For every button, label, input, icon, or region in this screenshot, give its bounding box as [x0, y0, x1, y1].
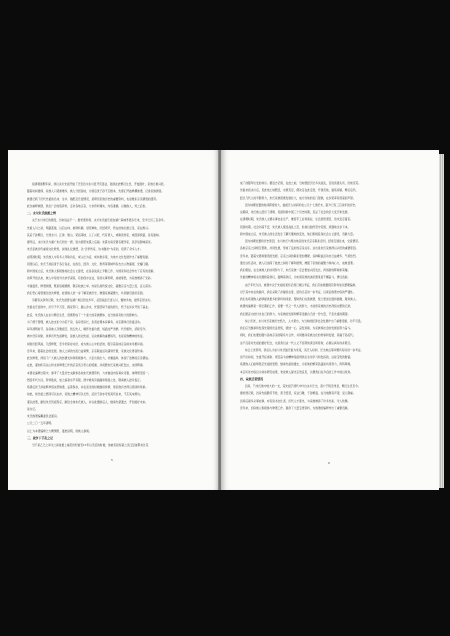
text-line: 因为地理位置和历史原因，永川朱氏与周边地区的朱氏宗亲联系密切，经常互通往来，交流情况。 [245, 239, 361, 243]
text-line: 本章所述内容仅为初步研究成果，欢迎族人提出宝贵意见，以便我们在今后的工作中加以改进。 [240, 369, 353, 374]
text-line: 先祖在迁徙途中，历尽千辛万苦，携家带口，跋山涉水，凭借坚韧不拔的毅力，终于在异乡开创了基业。 [27, 305, 151, 310]
text-line: 我们衷心希望通过此次修谱，能使族人进一步了解家族历史，增强家族凝聚力，共同建设美好家园。 [27, 290, 146, 295]
text-line: 以上为本谱编修之大概情形，谨此说明，供族人参阅。 [27, 428, 92, 433]
text-line: 先祖的精神将永远激励着我们，鼓舞着我们，为实现家族的美好愿景而不懈奋斗，勇往直前。 [240, 275, 351, 280]
page-edges [439, 154, 444, 488]
text-line: 另据有关资料记载，朱氏先祖曾在湖广地区居住多年，后因战乱迁徙入川，辗转多地，最终定居永川。 [32, 298, 153, 302]
text-line: 通过这些活动，族人们加深了彼此之间的了解和感情，增强了家族的凝聚力和向心力，成效显著。 [240, 260, 356, 265]
text-line: 这期间，朱氏族人经历了清朝、民国和新中国三个历史时期，见证了社会的巨大变迁和发展。 [240, 210, 351, 214]
text-line: 综合上述资料，我们认为永川朱氏始迁祖为朱某，其迁入时间、迁出地点等问题仍有待进一步考证。 [245, 347, 364, 352]
text-line: 本谱在编修过程中，参考了大量历史文献和各地朱氏族谱资料，力求做到内容真实可靠，体例规范统一。 [27, 370, 151, 375]
text-line: 成了他随军出发的命运。据县志记载，在此之前，当地曾经历过多次战乱，百姓流离失所，田地荒芜。 [240, 181, 361, 185]
text-line: 近年来，四房族人积极参与修谱工作，提供了大量宝贵资料，为族谱的编修作出了重要贡献。 [240, 405, 351, 410]
text-line: 到清朝康熙年间，我们永川先祖开始了迁至四川永川县开荒落业，陆续在此繁衍生息，开枝散叶，家族日渐兴旺。 [32, 182, 167, 186]
text-line: 谨以此谱，献给朱氏列祖列宗，献给全体朱氏族人，并以此激励后人，继承先辈遗志，开创美好未来。 [27, 399, 148, 404]
text-line: 四房后裔多从事农耕，亦有读书出仕者，历代人才辈出，为家族增添了许多光彩，令人钦佩。 [240, 398, 351, 403]
text-line: 然因年代久远，资料散佚，加之编者水平有限，谱中难免有疏漏和错误之处，敬请族人批评指正。 [27, 377, 143, 382]
text-line: 我们应当继承和发扬先辈的优良传统，团结一心，奋发进取，为家族和社会的发展而努力奋斗。 [240, 326, 353, 330]
text-line: 我们愿意为此付出自己的努力，为家族的发展和繁荣贡献自己的一份力量，不负先祖的期望。 [240, 311, 351, 316]
text-line: 希望族人们能够铭记先祖的恩德，继承先祖的遗志，为家族的繁荣昌盛而共同努力，再铸辉煌。 [240, 362, 353, 367]
text-line: 但不论如何，先祖开拓进取、艰苦奋斗的精神是值得我们永远学习和发扬的，这是宝贵的财富。 [240, 355, 353, 359]
text-line: 关于永川朱氏的源流，历来说法不一。据老谱所载，永川朱氏始迁祖自湖广麻城孝感乡迁来，至今已历三百余年。 [32, 218, 167, 223]
left-page [8, 150, 220, 490]
left-page-number: 5 [111, 458, 113, 462]
text-line: 同时，我们也要加强与各地宗亲的联系与合作，共同推动家族文化的传承和发展，造福子孙后代。 [240, 333, 356, 338]
text-line: 希望后世子孙能够珍惜这部族谱，妥善保存，并在适当的时候继续续修，使家族历史得以延续和传承。 [27, 385, 148, 389]
text-line: 是为记。 [27, 406, 38, 411]
text-line: 据考证，永川朱氏与湖广朱氏同出一源，皆为紫阳朱熹之后裔。朱熹为南宋著名理学家，其学说影响深远。 [27, 240, 154, 244]
text-line: 在此，谨向所有关心和支持修谱工作的宗亲表示衷心的感谢，并祝愿朱氏家族兴旺发达，永续辉煌。 [27, 363, 146, 368]
text-line: 此次修谱，得到了广大族人的热情支持和积极参与，大家出钱出力，共襄盛举，体现了浓厚的宗亲情谊。 [27, 356, 151, 360]
text-line: 族谱的编修是一项长期的工作，需要一代又一代人的努力，才能使家族的历史得到完整的记录。 [240, 304, 353, 309]
left-page-text [27, 181, 210, 449]
text-line: 为了便于管理，族人按支系分为若干房，各房设房长，负责处理本房事务，并定期举行祭祖活动。 [27, 319, 143, 324]
right-page-text [240, 180, 426, 412]
text-line: 四房，乃朱氏族中较大的一支，其先祖于清代中叶自永川迁出，落户于附近州县，繁衍生息至今。 [245, 384, 361, 388]
text-line: 其后子孙繁衍，分居永川、江津、璧山、荣昌等地，人丁兴旺，代有贤人，或耕读传家，或经商致富，各有建树。 [27, 232, 162, 237]
text-line: 新中国成立后，朱氏族人的生活发生了翻天覆地的变化，他们积极投身社会主义建设，贡献力量。 [240, 231, 356, 236]
text-line: 每年清明时节，各房族人齐聚祖茔，祭扫先人，缅怀先祖功德，场面庄严肃穆，代代相传，延续至今。 [27, 327, 148, 331]
text-line: 这不仅是对先祖的最好纪念，也是我们这一代人义不容辞的责任和使命，必须认真对待并践行。 [240, 340, 353, 345]
text-line: 对于其中存在的疑问，我们采取了存疑的态度，留待日后进一步考证，以保证族谱内容的严谨性。 [240, 289, 356, 294]
text-line: 朱氏家族历代重视文化教育，崇尚礼仪道德，以“忠孝传家，诗书继世”为家训，培养了众多人才。 [27, 247, 143, 252]
section-heading: 四、家族迁徙情况 [240, 376, 264, 381]
text-line: 今逢盛世，修谱续牒，既是追根溯源、敬宗收族之举，亦是弘扬传统文化、凝聚宗亲力量之需，意义深远。 [27, 283, 154, 288]
text-line: 在明清时期，朱氏族人中有多人考取功名，或入仕为官，或执教乡里，为地方文化发展作出了重要贡献。 [27, 254, 151, 259]
text-line: 近年来，随着交通和通讯的发展，宗亲之间的联系更加便捷，各种联谊活动也日益增多，气氛热烈。 [240, 253, 359, 258]
text-line: 近年来，随着社会的发展，族人之间的交流日益频繁，宗亲联谊活动蓬勃开展，家族文化得到传承。 [27, 348, 146, 353]
text-line: 民国时期，社会动荡不安，朱氏族人饱受战乱之苦，但他们始终坚守家园，顽强地生存下来。 [240, 224, 351, 229]
text-line: 公元二〇一五年清明。 [27, 421, 54, 426]
text-line: 改革开放以来，族人中有的外出求学深造，有的创办企业，有的从事科研，成就斐然，为家族增添了光彩。 [27, 276, 154, 281]
text-line: 先祖来到永川后，见此地土地肥沃，水源充足，便决定在此定居，开垦荒地，建造房屋，繁衍后代。 [240, 188, 359, 193]
text-line: 如此，则先祖之德泽可以永存，家族之精神可以长传，后世子孙亦可知其所自来，不忘其本源也。 [27, 392, 143, 397]
text-line: 各地宗亲之间相互帮助，共同发展，形成了良好的宗亲关系，这也是朱氏家族得以兴旺的重要原因。 [240, 246, 359, 251]
text-line: 祠堂历经风雨，几经修葺，至今仍保存完好，成为族人心中的圣地，吸引着各地宗亲前来寻根问祖。 [27, 341, 146, 346]
text-line: 民国以后，朱氏子孙投身于各行各业，在政治、经济、文化、教育等领域均有杰出人物涌现，光耀门楣。 [27, 261, 151, 266]
right-page [221, 150, 439, 490]
text-line: 此后，朱氏族人在永川繁衍生息，逐渐形成了一个庞大的家族群体，在当地具有较大的影响力。 [27, 312, 140, 317]
text-line: 先祖入川之初，筚路蓝缕，以启山林，披荆斩棘，垦荒种地，历经艰辛，终在此地扎根立足，家业渐兴。 [27, 225, 151, 230]
text-line: 朱氏族谱编纂委员会谨识。 [27, 414, 60, 418]
text-line: 经过几代人的辛勤努力，朱氏家族逐渐发展壮大，成为当地的名门望族，在乡里享有很高的声望。 [240, 195, 356, 200]
right-page-number: 6 [328, 461, 330, 465]
text-line: 我们相信，在全体族人的共同努力下，朱氏家族一定会更加兴旺发达，再创新的辉煌和荣耀。 [240, 268, 351, 272]
text-line: 族谱记载了历代先祖的名讳、生卒、婚配及迁徙情况，是研究家族历史的重要资料，也是维系宗亲情感的纽带。 [27, 196, 159, 201]
text-line: 此次重修族谱，我们广泛收集资料，走访各地宗亲，力求资料翔实，内容准确，以飨族人，传之后世。 [27, 203, 148, 208]
text-line: 当不是乙已之卯川之间首最上端近世纪前至17年以无后的时候，他被卖到贫富之卖江县首都来过花 [32, 443, 149, 447]
section-heading: 三、战争下手乱之足 [27, 435, 54, 440]
text-line: 由于年代久远，族谱中关于先祖的某些记载已难以考证，我们只能根据现有资料加以整理编排。 [245, 282, 358, 287]
text-line: 随着时间推移，家族人口逐渐增多，族人分居各地，为使后世子孙不忘根本，先辈们开始修撰族谱，记录家族源流。 [27, 189, 165, 194]
text-line: 新中国成立后，朱氏族人积极参加社会主义建设，在各条战线上辛勤工作，为国家和社会作出了应有的贡献。 [27, 269, 156, 273]
text-line: 因为地理位置的时间跨度较大，始祖迁入时间约在公元十七世纪末，距今已有三百余年的历史。 [245, 202, 358, 207]
text-line: 在清朝时期，朱氏族人主要从事农业生产，兼营手工业和商业，生活虽然清苦，但也安定富足。 [240, 217, 353, 222]
text-line: 族中设有祠堂，供奉历代先祖牌位，是族人祭祀先祖、议决族事的重要场所，也是家族精神的象征。 [27, 334, 146, 339]
text-line: 我们也希望族人能够提供更多的资料和线索，帮助我们完善族谱，使之更加全面和准确，服务族人。 [240, 297, 359, 301]
section-heading: 二、永川朱氏族源之辨 [27, 211, 56, 215]
text-line: 综上所述，永川朱氏家族历史悠久，人才辈出，为当地的经济社会发展作出了重要贡献，功不可没。 [245, 318, 364, 323]
text-line: 据老谱记载，四房先祖勤劳节俭，善于经营，家业日隆，子孙繁盛，在当地颇有声望，受人敬重。 [240, 391, 356, 396]
